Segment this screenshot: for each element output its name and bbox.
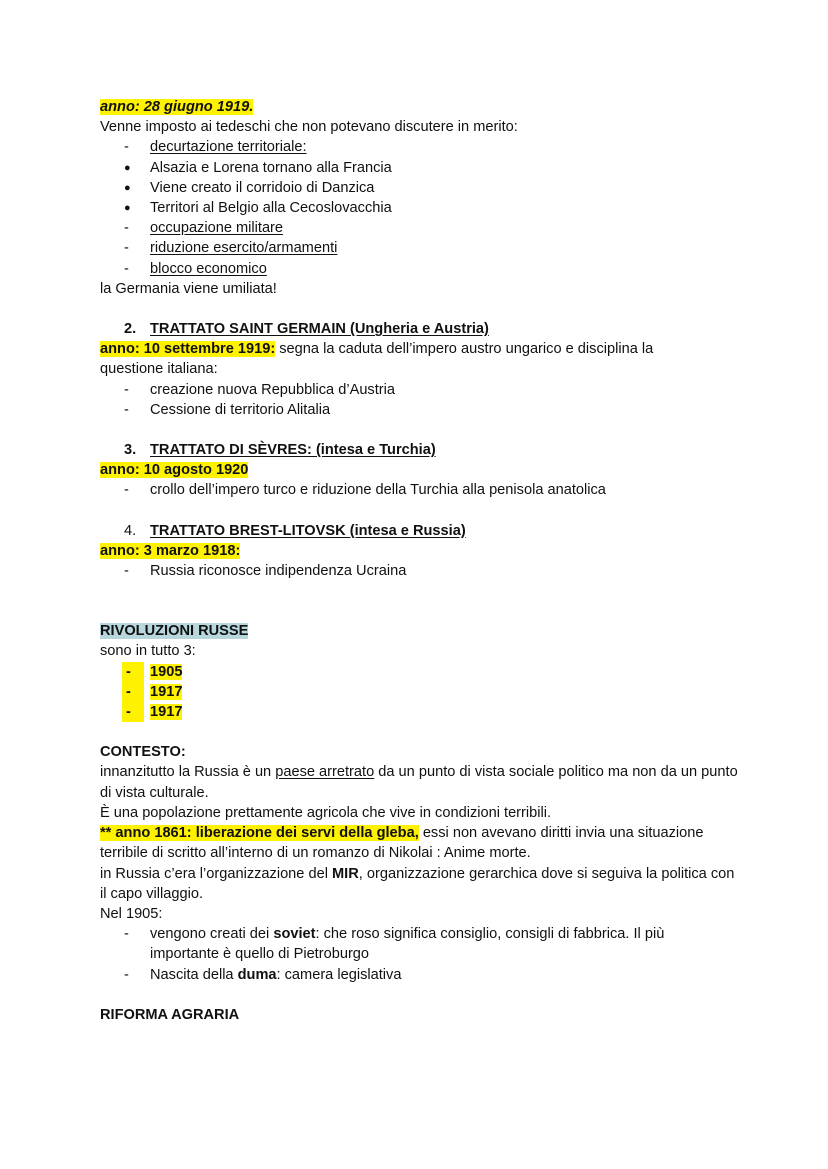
contesto-paragraph-5: Nel 1905: [100, 905, 163, 922]
saint-germain-cont: questione italiana: [100, 361, 218, 378]
list-item: - vengono creati dei soviet: che roso significa consiglio, consigli di fabbrica. Il più [124, 926, 665, 943]
heading-rivoluzioni-russe: RIVOLUZIONI RUSSE [100, 623, 249, 640]
list-item: - 1905 [100, 662, 740, 682]
list-item: - Cessione di territorio Alitalia [124, 401, 331, 418]
heading-riforma-agraria: RIFORMA AGRARIA [100, 1006, 240, 1023]
contesto-paragraph-2: È una popolazione prettamente agricola che vive in condizioni terribili. [100, 804, 552, 821]
list-item: ● Viene creato il corridoio di Danzica [124, 179, 375, 196]
contesto-paragraph-3: ** anno 1861: liberazione dei servi della gleba, essi non avevano diritti invia una situazione terribile di scritto all’interno di un romanzo di Nikolai : Anime morte. [100, 825, 704, 862]
heading-contesto: CONTESTO: [100, 744, 186, 761]
list-item: - blocco economico [124, 260, 267, 277]
heading-sevres: 3. TRATTATO DI SÈVRES: (intesa e Turchia) [124, 442, 436, 459]
list-item-continuation: importante è quello di Pietroburgo [150, 946, 370, 963]
anno-brest-litovsk: anno: 3 marzo 1918: [100, 542, 241, 559]
list-item: - decurtazione territoriale: [124, 139, 307, 156]
versailles-intro: Venne imposto ai tedeschi che non potevano discutere in merito: [100, 119, 518, 136]
anno-sevres: anno: 10 agosto 1920 [100, 462, 249, 479]
versailles-closing: la Germania viene umiliata! [100, 280, 277, 297]
list-item: - occupazione militare [124, 220, 284, 237]
list-item: - Nascita della duma: camera legislativa [124, 966, 402, 983]
rivoluzioni-intro: sono in tutto 3: [100, 643, 196, 660]
list-item: - crollo dell’impero turco e riduzione della Turchia alla penisola anatolica [124, 482, 606, 499]
heading-brest-litovsk: 4. TRATTATO BREST-LITOVSK (intesa e Russia) [124, 522, 466, 539]
contesto-paragraph-1: innanzitutto la Russia è un paese arretrato da un punto di vista sociale politico ma non da un punto di vista culturale. [100, 764, 738, 801]
anno-versailles: anno: 28 giugno 1919. [100, 99, 254, 115]
list-item: ● Alsazia e Lorena tornano alla Francia [124, 159, 392, 176]
list-item: - 1917 [100, 702, 740, 722]
list-item: - 1917 [100, 682, 740, 702]
document-content: anno: 28 giugno 1919. Venne imposto ai tedeschi che non potevano discutere in merito: - decurtazione territoriale: ● Alsazia e Lorena tornano alla Francia ● Viene creato il corridoio di Danzica ● Territori al Belgio alla Cecoslovacchia - occupazione militare - riduzione esercito/armamenti - blocco economico la Germania viene umiliata! 2. TRATTATO SAINT GERMAIN (Ungheria e Austria) anno: 10 settembre 1919: segna la caduta dell’impero austro ungarico e disciplina la questione italiana: - creazione nuova Repubblica d’Austria - Cessione di territorio Alitalia 3. TRATTATO DI SÈVRES: (intesa e Turchia) anno: 10 agosto 1920 - crollo dell’impero turco e riduzione della Turchia alla penisola anatolica 4. TRATTATO BREST-LITOVSK (intesa e Russia) anno: 3 marzo 1918: - Russia riconosce indipendenza Ucraina RIVOLUZIONI RUSSE sono in tutto 3: - 1905 - 1917 - 1917 CONTESTO: innanzitutto la Russia è un paese arretrato da un punto di vista sociale politico ma non da un punto di vista culturale. È una popolazione prettamente agricola che vive in condizioni terribili. ** anno 1861: liberazione dei servi della gleba, essi non avevano diritti invia una situazione terribile di scritto all’interno di un romanzo di Nikolai : Anime morte. in Russia c’era l’organizzazione del MIR, organizzazione gerarchica dove si seguiva la politica con il capo villaggio. Nel 1905: - vengono creati dei soviet: che roso significa consiglio, consigli di fabbrica. Il più importante è quello di Pietroburgo - Nascita della duma: camera legislativa RIFORMA AGRARIA [100, 97, 740, 1025]
list-item: - riduzione esercito/armamenti [124, 240, 338, 257]
list-item: - Russia riconosce indipendenza Ucraina [124, 563, 407, 580]
heading-saint-germain: 2. TRATTATO SAINT GERMAIN (Ungheria e Austria) [124, 321, 489, 338]
anno-saint-germain: anno: 10 settembre 1919: [100, 341, 276, 358]
list-item: - creazione nuova Repubblica d’Austria [124, 381, 396, 398]
list-item: ● Territori al Belgio alla Cecoslovacchia [124, 200, 392, 217]
contesto-paragraph-4: in Russia c’era l’organizzazione del MIR, organizzazione gerarchica dove si seguiva la politica con il capo villaggio. [100, 865, 735, 902]
